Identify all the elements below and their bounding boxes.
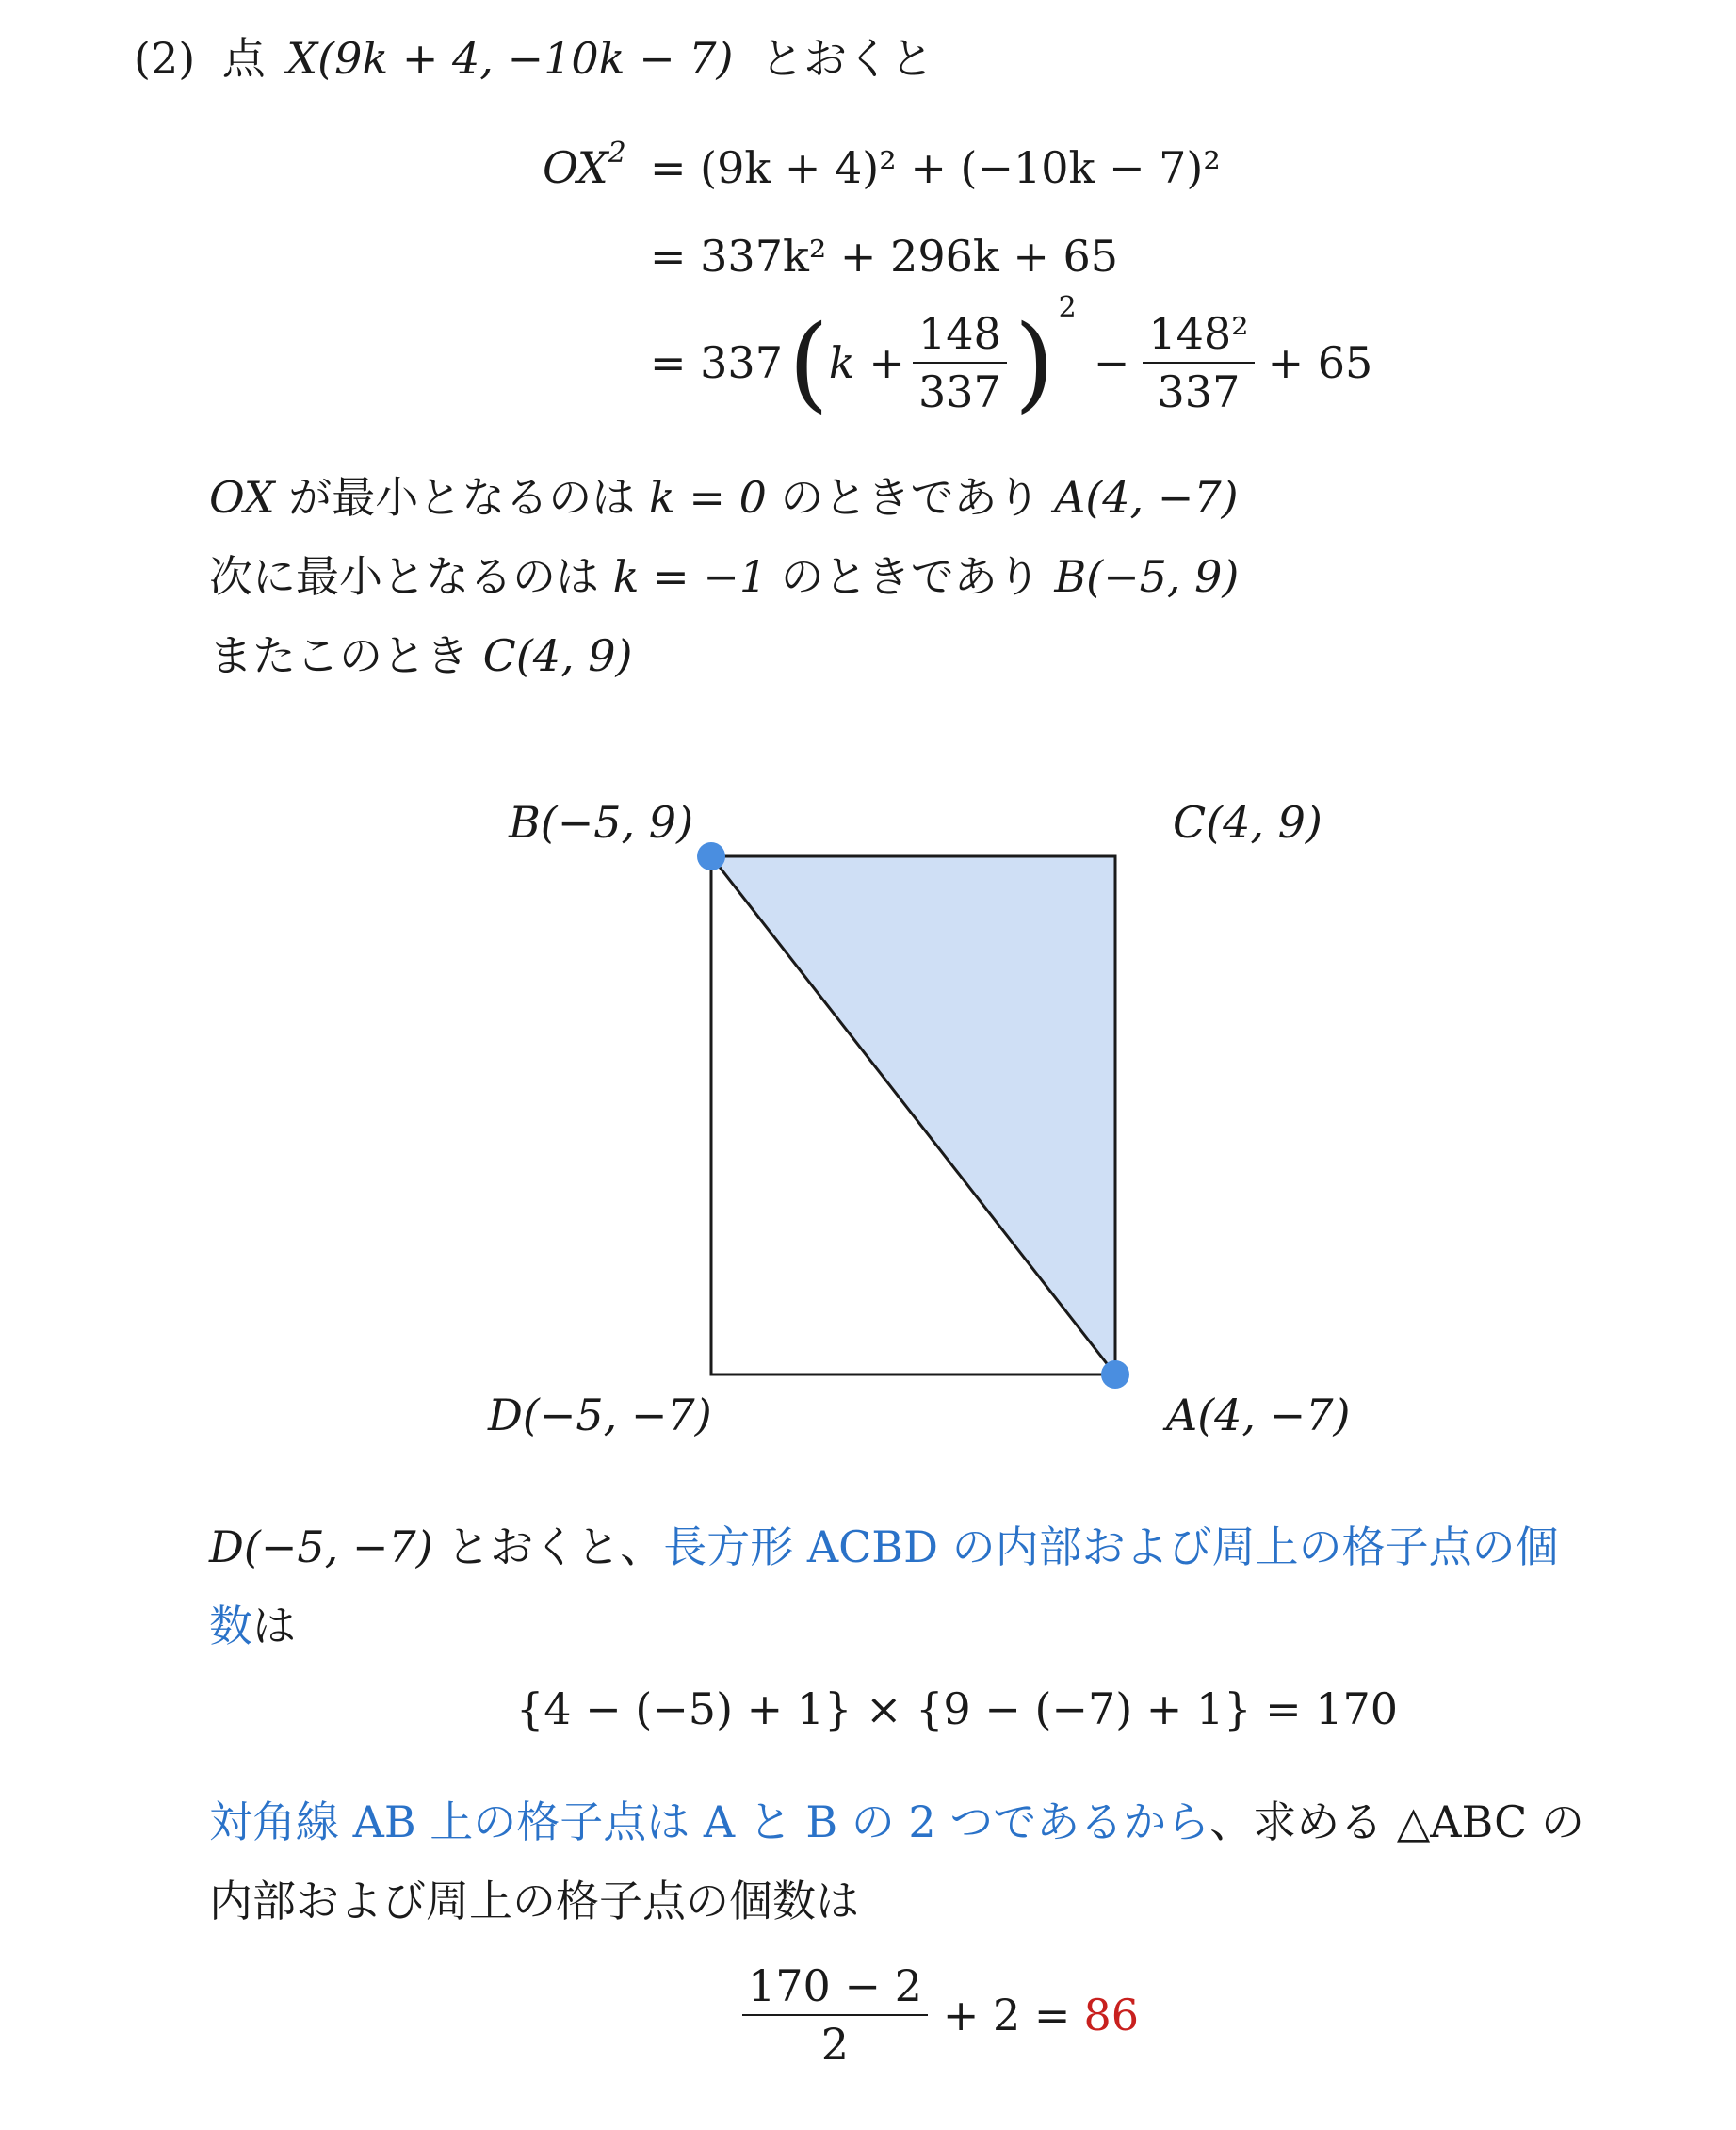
p1-tail: は (252, 1601, 296, 1651)
s1-cond: k = 0 (648, 472, 767, 523)
point-a (1101, 1360, 1129, 1389)
p2-highlight: 対角線 AB 上の格子点は A と B の 2 つであるから (209, 1797, 1210, 1847)
paragraph-diagonal-line1 (209, 1796, 1584, 1848)
s3-point: C(4, 9) (482, 630, 633, 681)
paragraph-rectangle-line2 (209, 1600, 296, 1652)
final-mid: + 2 = (942, 1990, 1071, 2041)
label-a: A(4, −7) (1166, 1390, 1351, 1440)
s2-text2: のときであり (780, 551, 1041, 602)
line3-tail: + 65 (1267, 337, 1373, 388)
paragraph-diagonal-line2: 内部および周上の格子点の個数は (209, 1876, 859, 1927)
derivation-lhs-sup: 2 (608, 137, 626, 170)
final-denominator: 2 (820, 2019, 850, 2070)
frac1-numerator: 148 (913, 307, 1007, 364)
heading-tail: とおくと (760, 33, 934, 84)
p1-highlight2: 数 (209, 1601, 252, 1651)
line3-square: 2 (1058, 291, 1077, 324)
line3-minus: − (1093, 337, 1130, 388)
label-c: C(4, 9) (1173, 797, 1322, 848)
point-b (697, 842, 725, 870)
final-answer: 86 (1083, 1990, 1140, 2041)
heading-point-expr: X(9k + 4, −10k − 7) (286, 33, 734, 84)
s1-expr: OX (209, 472, 275, 523)
heading-point-word: 点 (221, 33, 266, 84)
s1-text2: のときであり (780, 472, 1041, 523)
derivation-line-2: = 337k² + 296k + 65 (650, 231, 1119, 282)
label-b: B(−5, 9) (509, 797, 694, 848)
line3-k: k + (828, 337, 905, 388)
problem-number: (2) (134, 33, 196, 84)
frac2-numerator: 148² (1143, 307, 1254, 364)
count-equation: {4 − (−5) + 1} × {9 − (−7) + 1} = 170 (516, 1683, 1399, 1734)
s3-text: またこのとき (209, 630, 469, 681)
final-numerator: 170 − 2 (742, 1959, 928, 2016)
s2-text: 次に最小となるのは (209, 551, 599, 602)
frac1-denominator: 337 (917, 366, 1001, 417)
p1-lead: D(−5, −7) (209, 1521, 433, 1572)
right-paren: ) (1014, 302, 1055, 423)
derivation-lhs: $OX^2$ (543, 137, 626, 193)
derivation-line-1: = (9k + 4)² + (−10k − 7)² (650, 142, 1221, 193)
label-d: D(−5, −7) (488, 1390, 712, 1440)
paragraph-rectangle-line1 (209, 1520, 1559, 1573)
s1-text: が最小となるのは (288, 472, 636, 523)
final-equation (735, 1959, 1139, 2071)
s2-point: B(−5, 9) (1054, 551, 1240, 602)
p2-plain: 、求める △ABC の (1209, 1797, 1584, 1847)
left-paren: ( (787, 302, 829, 423)
p1-highlight: 長方形 ACBD の内部および周上の格子点の個 (663, 1521, 1559, 1572)
final-fraction (742, 1959, 928, 2071)
frac2-denominator: 337 (1157, 366, 1241, 417)
s2-cond: k = −1 (612, 551, 768, 602)
p1-plain: とおくと、 (446, 1521, 664, 1572)
s1-point: A(4, −7) (1054, 472, 1239, 523)
line3-prefix: = 337 (650, 337, 783, 388)
